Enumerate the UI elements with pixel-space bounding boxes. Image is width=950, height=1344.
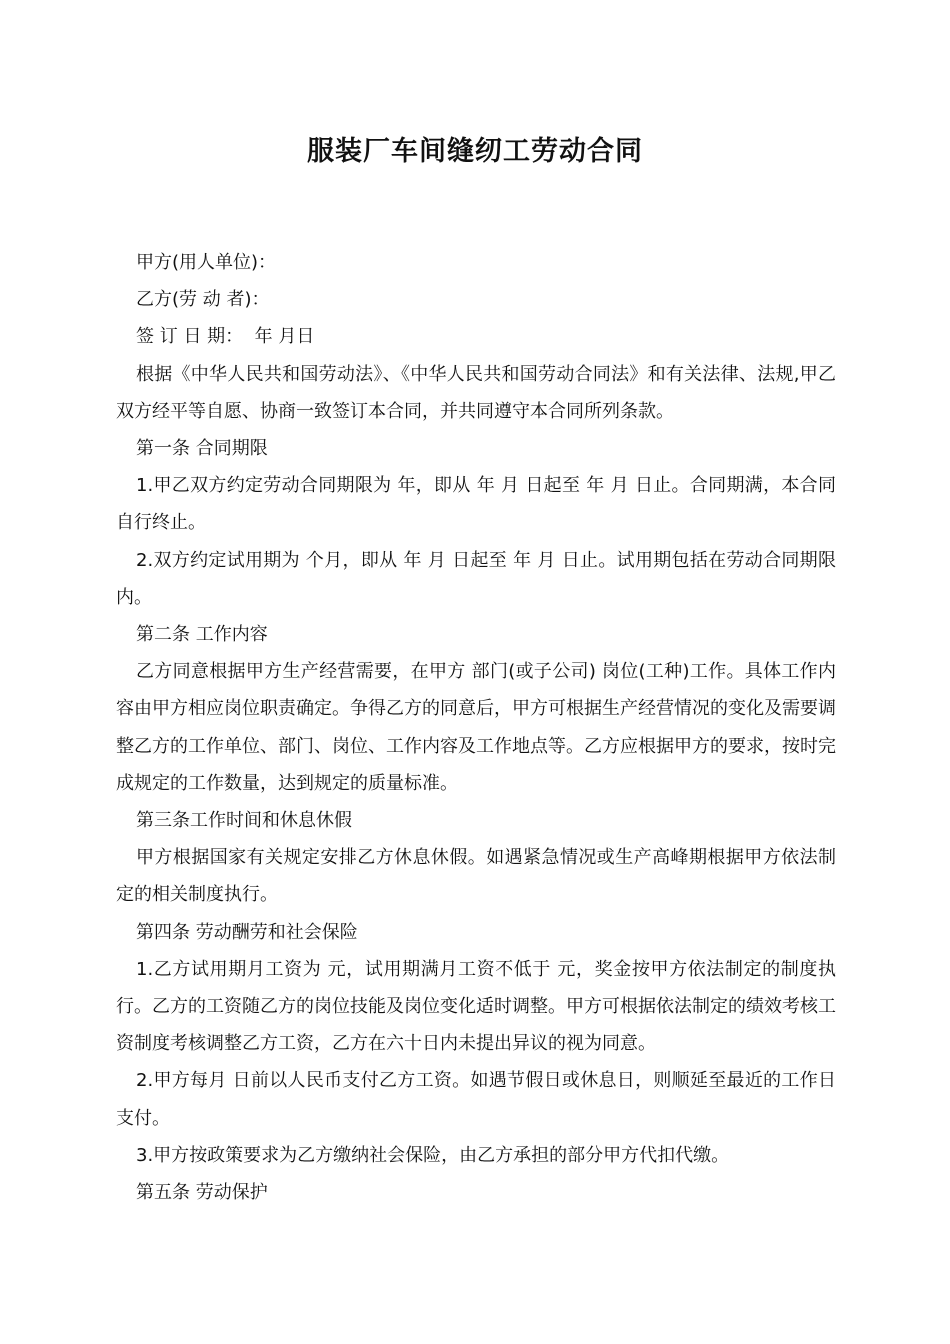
article-1-clause-2: 2.双方约定试用期为 个月，即从 年 月 日起至 年 月 日止。试用期包括在劳动合同期限内。: [116, 549, 836, 608]
article-5-heading: 第五条 劳动保护: [136, 1182, 268, 1204]
party-a-line: 甲方(用人单位)：: [136, 252, 277, 273]
article-4-heading: 第四条 劳动酬劳和社会保险: [136, 921, 358, 943]
article-1-heading: 第一条 合同期限: [136, 438, 268, 460]
article-3-paragraph: 甲方根据国家有关规定安排乙方休息休假。如遇紧急情况或生产高峰期根据甲方依法制定的相关制度执行。: [116, 847, 836, 906]
article-2-heading: 第二条 工作内容: [136, 624, 268, 646]
preamble-paragraph: 根据《中华人民共和国劳动法》、《中华人民共和国劳动合同法》和有关法律、法规,甲乙双方经平等自愿、协商一致签订本合同，并共同遵守本合同所列条款。: [116, 363, 836, 422]
article-2-paragraph: 乙方同意根据甲方生产经营需要，在甲方 部门(或子公司) 岗位(工种)工作。具体工作内容由甲方相应岗位职责确定。争得乙方的同意后，甲方可根据生产经营情况的变化及需要调整乙方的工作单位、部门、岗位、工作内容及工作地点等。乙方应根据甲方的要求，按时完成规定的工作数量，达到规定的质量标准。: [116, 661, 836, 794]
article-4-clause-2: 2.甲方每月 日前以人民币支付乙方工资。如遇节假日或休息日，则顺延至最近的工作日支付。: [116, 1070, 836, 1129]
sign-date-line: 签 订 日 期： 年 月日: [136, 326, 315, 348]
document-body: [116, 244, 836, 1211]
article-4-clause-1: 1.乙方试用期月工资为 元，试用期满月工资不低于 元，奖金按甲方依法制定的制度执行。乙方的工资随乙方的岗位技能及岗位变化适时调整。甲方可根据依法制定的绩效考核工资制度考核调整乙方工资，乙方在六十日内未提出异议的视为同意。: [116, 958, 836, 1055]
article-4-clause-3: 3.甲方按政策要求为乙方缴纳社会保险，由乙方承担的部分甲方代扣代缴。: [136, 1144, 730, 1166]
party-b-line: 乙方(劳 动 者)：: [136, 289, 270, 311]
article-3-heading: 第三条工作时间和休息休假: [136, 810, 352, 832]
page-title: 服装厂车间缝纫工劳动合同: [307, 136, 643, 167]
article-1-clause-1: 1.甲乙双方约定劳动合同期限为 年，即从 年 月 日起至 年 月 日止。合同期满，本合同自行终止。: [116, 475, 836, 534]
